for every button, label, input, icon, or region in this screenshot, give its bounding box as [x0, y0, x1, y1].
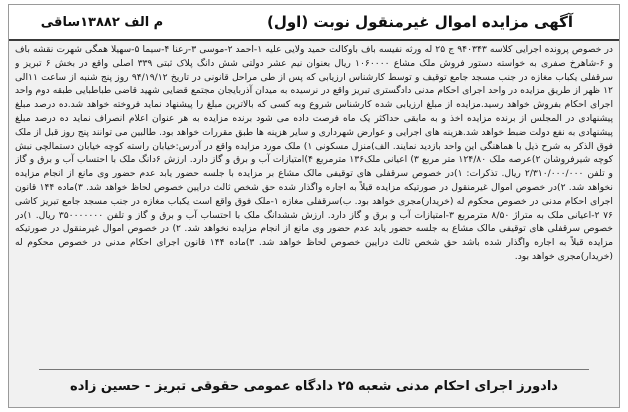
notice-header — [9, 5, 619, 41]
notice-reference-number: م الف ۱۳۸۸۲ساقی — [40, 15, 164, 30]
notice-title: آگهی مزایده اموال غیرمنقول نوبت (اول) — [266, 13, 574, 31]
auction-notice — [8, 4, 620, 408]
notice-signature: دادورز اجرای احکام مدنی شعبه ۲۵ دادگاه عمومی حقوقی تبریز - حسین زاده — [70, 379, 558, 394]
footer-divider — [39, 369, 589, 370]
notice-body: در خصوص پرونده اجرایی کلاسه ۹۴۰۳۴۳ ج ۲۵ له ورثه نفیسه باف باوکالت حمید ولایی علیه ۱-احمد ۲-موسی ۳-رعنا ۴-سیما ۵-سهیلا همگی شهرت نقشه باف و ۶-شاهرخ صفری به خواسته دستور فروش ملک مشاع ۱۰۶۰۰۰۰ ریال بعنوان نیم عشر دولتی شش دانگ پلاک ثبتی ۳۳۹ اصلی واقع در بخش ۶ تبریز و سرقفلی یکباب مغازه در جنب مسجد جامع توقیف و توسط کارشناس ارزیابی که پس از طی مراحل قانونی در تاریخ ۹۴/۱۹/۱۲ روز پنج شنبه از ساعت ۱۱الی ۱۲ ظهر از طریق مزایده در واحد اجرای احکام مدنی دادگستری تبریز واقع در نرسیده به میدان آذربایجان مجتمع قضایی شهید قاضی طباطبایی طبقه دوم واحد اجرای احکام بفروش خواهد رسید.مزایده از مبلغ ارزیابی شده کارشناس شروع وبه کسی که بالاترین مبلغ را پیشنهاد نماید فروخته خواهد شد.ده درصد مبلغ پیشنهادی در المجلس از برنده مزایده اخذ و به مابقی حداکثر یک ماه فرصت داده می شود برنده مزایده به هر عنوان اعلام انصراف نماید ده درصد مبلغ پیشنهادی به نفع دولت ضبط خواهد شد.هزینه های اجرایی و عوارض شهرداری و سایر هزینه ها طبق مقررات خواهد بود. طالبین می توانند پنج روز قبل از ملک فوق الذکر به شرح ذیل با هماهنگی این واحد بازدید نمایند. الف)منزل مسکونی ۱) ملک مورد مزایده واقع در آدرس:خیابان راسته کوچه خیابان دستمالچی نبش کوچه شیرفروشان ۲)عرصه ملک ۱۲۴/۸۰ متر مربع ۳) اعیانی ملک۱۳۶ مترمربع ۴)امتیازات آب و برق و گاز دارد. ارزش ۶دانگ ملک با احتساب آب و برق و گاز و تلفن ۲/۳۱۰/۰۰۰/۰۰۰ ریال. تذکرات: ۱)در خصوص سرقفلی های توقیفی مالک مشاع بر مزایده با جلسه حضور یابد عدم حضور وی مانع از انجام مزایده نخواهد شد. ۲)در خصوص اموال غیرمنقول در صورتیکه مزایده قبلاً به اجاره واگذار شده حق شخص ثالث درایین خصوص لحاظ خواهد شد. ۳)ماده ۱۴۴ قانون اجرای احکام مدنی در خصوص محکوم له (خریدار)مجری خواهد بود. ب)سرقفلی مغازه ۱-ملک فوق واقع است یکباب مغازه در جنب مسجد جامع تبریز کاشی ۷۶ ۲-اعیانی ملک به متراژ ۸/۵۰ مترمربع ۳-امتیازات آب و برق و گاز دارد. ارزش ششدانگ ملک با احتساب آب و برق و گاز و تلفن ۳۵۰۰۰۰۰۰۰ ریال. ۱)در خصوص سرقفلی های توقیفی مالک مشاع به جلسه حضور یابد عدم حضور وی مانع از انجام مزایده نخواهد شد. ۲) در خصوص اموال غیرمنقول در صورتیکه مزایده قبلاً به اجاره واگذار شده باشد حق شخص ثالث درایین خصوص لحاظ خواهد شد. ۳)ماده ۱۴۴ قانون اجرای احکام مدنی در خصوص محکوم له (خریدار)مجری خواهد بود. — [15, 44, 613, 262]
